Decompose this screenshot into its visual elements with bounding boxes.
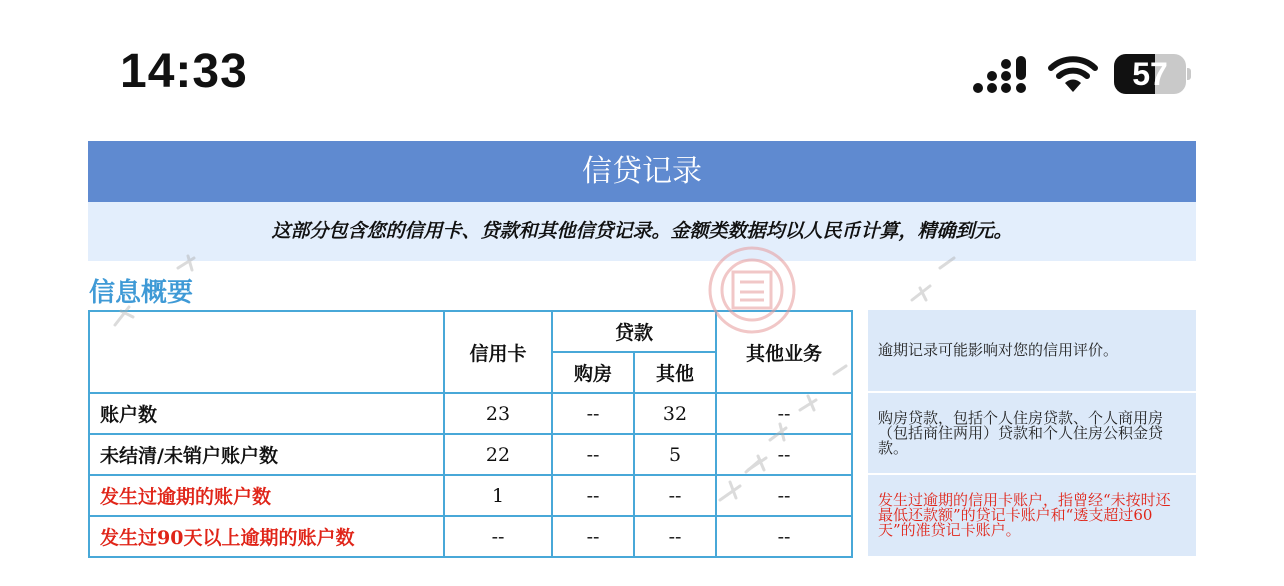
cell-other: --: [634, 475, 716, 516]
row-label: 未结清/未销户账户数: [89, 434, 444, 475]
cell-housing: --: [552, 393, 634, 434]
cell-other-business: --: [716, 516, 852, 557]
status-time: 14:33: [120, 45, 248, 98]
table-row: [89, 393, 852, 434]
cell-other-business: --: [716, 475, 852, 516]
cell-housing: --: [552, 475, 634, 516]
row-label: 账户数: [89, 393, 444, 434]
cell-other-business: --: [716, 434, 852, 475]
summary-table: [88, 310, 853, 558]
cell-credit-card: 1: [444, 475, 552, 516]
report-banner-title: 信贷记录: [88, 141, 1196, 202]
battery-icon: [1114, 54, 1190, 94]
header-other: 其他: [634, 352, 716, 393]
row-label: 发生过逾期的账户数: [89, 475, 444, 516]
table-row: [89, 475, 852, 516]
cell-credit-card: 23: [444, 393, 552, 434]
cell-other: --: [634, 516, 716, 557]
wifi-icon: [1048, 54, 1098, 94]
table-row: [89, 516, 852, 557]
header-credit-card: 信用卡: [444, 311, 552, 393]
battery-level: 57: [1132, 56, 1168, 92]
note-overdue-impact: 逾期记录可能影响对您的信用评价。: [868, 310, 1196, 391]
header-corner: [89, 311, 444, 393]
notes-panel: [868, 310, 1196, 556]
table-row: [89, 434, 852, 475]
cell-other-business: --: [716, 393, 852, 434]
row-label: 发生过90天以上逾期的账户数: [89, 516, 444, 557]
cell-housing: --: [552, 434, 634, 475]
status-icons: [972, 52, 1190, 96]
section-title: 信息概要: [89, 278, 194, 308]
cell-other: 32: [634, 393, 716, 434]
header-other-business: 其他业务: [716, 311, 852, 393]
cell-other: 5: [634, 434, 716, 475]
cell-housing: --: [552, 516, 634, 557]
cell-credit-card: 22: [444, 434, 552, 475]
cellular-signal-icon: [972, 54, 1032, 94]
note-housing-loan: 购房贷款，包括个人住房贷款、个人商用房（包括商住两用）贷款和个人住房公积金贷款。: [868, 393, 1196, 473]
header-loan: 贷款: [552, 311, 716, 352]
header-housing: 购房: [552, 352, 634, 393]
report-intro: 这部分包含您的信用卡、贷款和其他信贷记录。金额类数据均以人民币计算，精确到元。: [88, 202, 1196, 261]
cell-credit-card: --: [444, 516, 552, 557]
note-overdue-accounts: 发生过逾期的信用卡账户，指曾经“未按时还最低还款额”的贷记卡账户和“透支超过60天”的准贷记卡账户。: [868, 475, 1196, 556]
